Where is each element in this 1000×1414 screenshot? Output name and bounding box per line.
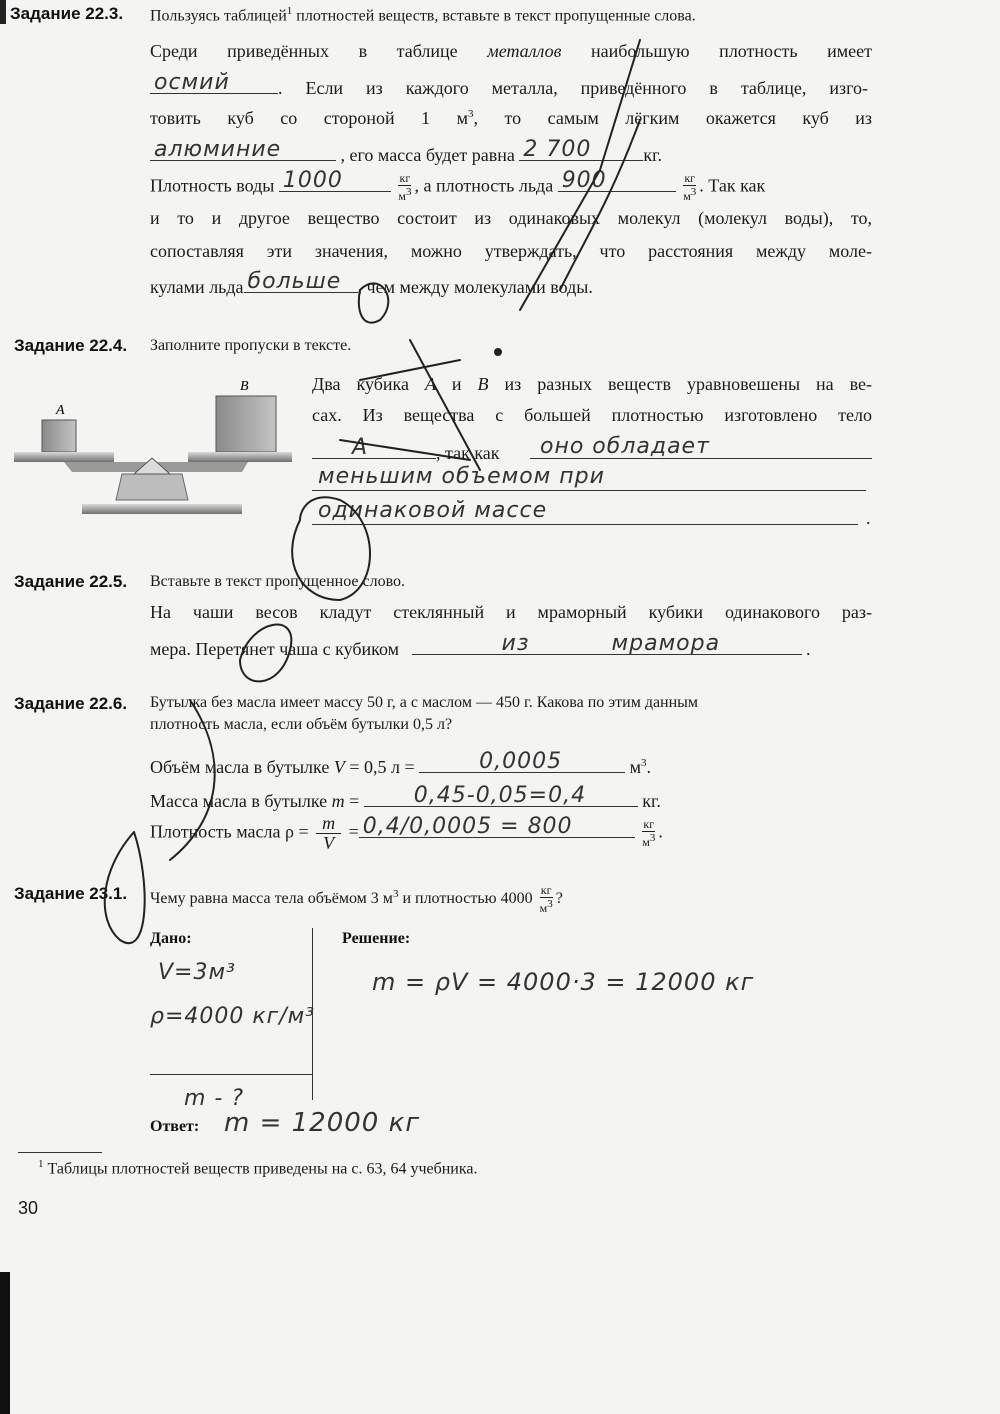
task-22-6-instruction-2: плотность масла, если объём бутылки 0,5 л? <box>150 716 453 733</box>
solution-label: Решение: <box>342 930 411 947</box>
scale-foot <box>82 504 242 514</box>
t223-line1 <box>150 41 872 62</box>
instr-text: Пользуясь таблицей <box>150 7 287 25</box>
given-density: ρ=4000 кг/м³ <box>150 1004 316 1029</box>
given-volume: V=3м³ <box>158 960 236 985</box>
text: наибольшую плотность имеет <box>561 41 872 61</box>
handwritten-answer: алюминие <box>154 137 282 162</box>
cube-a <box>42 420 76 452</box>
frac-num: кг <box>684 171 696 185</box>
text: = <box>348 821 359 842</box>
handwritten-answer: мрамора <box>611 631 721 656</box>
blank-lightest-metal <box>150 137 336 162</box>
blank-density-oil <box>359 813 635 839</box>
ink-dot <box>495 349 501 355</box>
blank-denser-body <box>312 435 436 460</box>
text: . Так как <box>699 175 766 196</box>
handwritten-answer: больше <box>247 269 342 294</box>
left-pan <box>14 452 114 462</box>
given-unknown: m - ? <box>184 1086 245 1111</box>
text: = <box>344 791 360 811</box>
handwritten-reason-3: одинаковой массе <box>318 498 548 523</box>
text: = 0,5 л = <box>344 757 415 777</box>
text: кг. <box>643 145 662 165</box>
frac-den <box>642 832 655 849</box>
label-a: A <box>56 403 65 418</box>
edge-mark <box>0 0 6 24</box>
handwritten-reason-1: оно обладает <box>540 434 710 459</box>
footnote-text: Таблицы плотностей веществ приведены на с. 63, 64 учебника. <box>47 1160 478 1178</box>
t224-line2: сах. Из вещества с большей плотностью изготовлено тело <box>312 405 872 425</box>
blank-more-less <box>244 269 358 294</box>
text: кг. <box>642 791 661 811</box>
t226-volume-line <box>150 749 652 778</box>
blank-water-density <box>279 167 391 193</box>
task-22-4-label: Задание 22.4. <box>14 336 128 355</box>
text: Среди приведённых в таблице <box>150 41 488 61</box>
handwritten-answer: 0,4/0,0005 = 800 <box>362 813 573 839</box>
frac-den-text: м <box>398 189 406 203</box>
task-22-4-instruction: Заполните пропуски в тексте. <box>150 337 352 354</box>
handwritten-answer: 2 700 <box>523 137 592 162</box>
sup: 3 <box>392 887 399 900</box>
text: Чему равна масса тела объёмом 3 м <box>150 890 393 908</box>
task-23-1-label: Задание 23.1. <box>14 884 128 903</box>
t226-mass-line <box>150 783 661 812</box>
sup: 3 <box>690 186 697 198</box>
task-22-3-label: Задание 22.3. <box>10 4 124 23</box>
text: ? <box>555 890 563 908</box>
frac-den-text: м <box>683 189 691 203</box>
t225-line1: На чаши весов кладут стеклянный и мраморный кубики одинакового раз- <box>150 602 872 622</box>
handwritten-answer: осмий <box>154 70 230 95</box>
footnote-rule <box>18 1152 102 1153</box>
text: . <box>806 639 811 659</box>
label-b: B <box>240 379 249 394</box>
frac-num: кг <box>399 171 411 185</box>
var: m <box>331 791 345 811</box>
unit-kg-per-m3 <box>683 172 696 203</box>
footnote <box>38 1158 478 1178</box>
answer-value: m = 12000 кг <box>224 1108 420 1138</box>
text: Плотность воды <box>150 175 275 196</box>
text: , так как <box>436 443 500 463</box>
footnote-ref: 1 <box>286 5 293 17</box>
text: . Если из каждого металла, приведённого в таблице, изго- <box>278 78 868 98</box>
sup: 3 <box>641 757 647 769</box>
text: , чем между молекулами воды. <box>357 277 593 297</box>
task-23-1-instruction <box>150 884 563 915</box>
given-label: Дано: <box>150 930 192 947</box>
handwritten-answer: 0,45-0,05=0,4 <box>413 783 587 808</box>
text: мера. Перетянет чаша с кубиком <box>150 639 400 659</box>
text: и <box>435 374 478 394</box>
handwritten-answer: A <box>352 435 369 460</box>
instr-text: плотностей веществ, вставьте в текст пропущенные слова. <box>292 7 696 25</box>
text: м <box>629 757 642 777</box>
t223-line3 <box>150 108 872 129</box>
handwritten-answer: из <box>501 631 530 656</box>
answer-line <box>312 524 858 525</box>
blank-mass-oil <box>364 783 638 808</box>
text: Масса масла в бутылке <box>150 791 332 811</box>
blank-densest-metal <box>150 70 278 95</box>
solution-formula: m = ρV = 4000·3 = 12000 кг <box>372 968 755 996</box>
text: кулами льда <box>150 277 244 297</box>
var: V <box>333 757 345 777</box>
period: . <box>866 508 871 528</box>
frac-den-text: м <box>539 901 548 915</box>
unit-kg-per-m3 <box>642 818 655 849</box>
task-22-3-instruction <box>150 5 696 25</box>
t223-line6: и то и другое вещество состоит из одинаковых молекул (молекул воды), то, <box>150 208 872 228</box>
blank-volume <box>419 749 625 774</box>
text: Плотность масла ρ = <box>150 821 309 842</box>
text: . <box>658 821 663 842</box>
t223-line8 <box>150 269 593 298</box>
unit-kg-per-m3 <box>540 884 553 915</box>
t223-line2 <box>150 70 872 99</box>
text: Объём масла в бутылке <box>150 757 334 777</box>
task-22-5-label: Задание 22.5. <box>14 572 128 591</box>
handwritten-answer: 0,0005 <box>479 749 563 774</box>
frac-den: V <box>323 833 335 853</box>
fraction-m-over-v <box>316 814 341 853</box>
task-22-6-instruction-1: Бутылка без масла имеет массу 50 г, а с маслом — 450 г. Какова по этим данным <box>150 694 699 711</box>
answer-label: Ответ: <box>150 1118 200 1135</box>
text: и плотностью 4000 <box>398 890 533 908</box>
sup: 3 <box>547 898 553 910</box>
t223-line7: сопоставляя эти значения, можно утверждать, что расстояния между моле- <box>150 241 872 261</box>
text-italic: A <box>424 374 436 394</box>
frac-den-text: м <box>642 835 650 849</box>
t224-line3 <box>312 435 500 464</box>
answer-line <box>312 490 866 491</box>
text: из разных веществ уравновешены на ве- <box>488 374 872 394</box>
page-number: 30 <box>18 1198 39 1218</box>
balance-scale-figure <box>12 374 302 520</box>
sup: 3 <box>405 186 412 198</box>
text: товить куб со стороной 1 м <box>150 108 469 128</box>
t223-line5 <box>150 167 766 203</box>
frac-den <box>398 186 411 203</box>
right-pan <box>188 452 292 462</box>
text-italic: металлов <box>487 41 562 61</box>
handwritten-reason-2: меньшим объемом при <box>318 464 605 489</box>
t223-line4 <box>150 137 662 166</box>
text: , то самым лёгким окажется куб из <box>473 108 872 128</box>
handwritten-answer: 1000 <box>282 167 343 193</box>
sup: 3 <box>468 108 474 120</box>
cube-b <box>216 396 276 452</box>
frac-num: кг <box>540 883 552 897</box>
text: , а плотность льда <box>414 175 554 196</box>
text: Два кубика <box>312 374 425 394</box>
frac-num: кг <box>643 817 655 831</box>
scan-edge-bar <box>0 1272 10 1414</box>
task-22-6-label: Задание 22.6. <box>14 694 128 713</box>
task-22-5-instruction: Вставьте в текст пропущенное слово. <box>150 573 406 590</box>
handwritten-answer: 900 <box>561 167 607 193</box>
text-italic: B <box>477 374 489 394</box>
scale-base <box>116 474 188 500</box>
blank-mass <box>519 137 643 162</box>
text: . <box>646 757 652 777</box>
t225-line2 <box>150 631 811 660</box>
frac-num: m <box>316 814 341 834</box>
frac-den <box>540 898 553 915</box>
frac-den <box>683 186 696 203</box>
sup: 3 <box>649 832 656 844</box>
footnote-marker: 1 <box>38 1158 44 1170</box>
t226-density-line <box>150 814 663 853</box>
unit-kg-per-m3 <box>398 172 411 203</box>
t224-line1 <box>312 374 872 395</box>
text: , его масса будет равна <box>340 145 515 165</box>
blank-heavier-cube <box>412 631 802 656</box>
blank-ice-density <box>558 167 676 193</box>
given-underline <box>150 1074 312 1075</box>
